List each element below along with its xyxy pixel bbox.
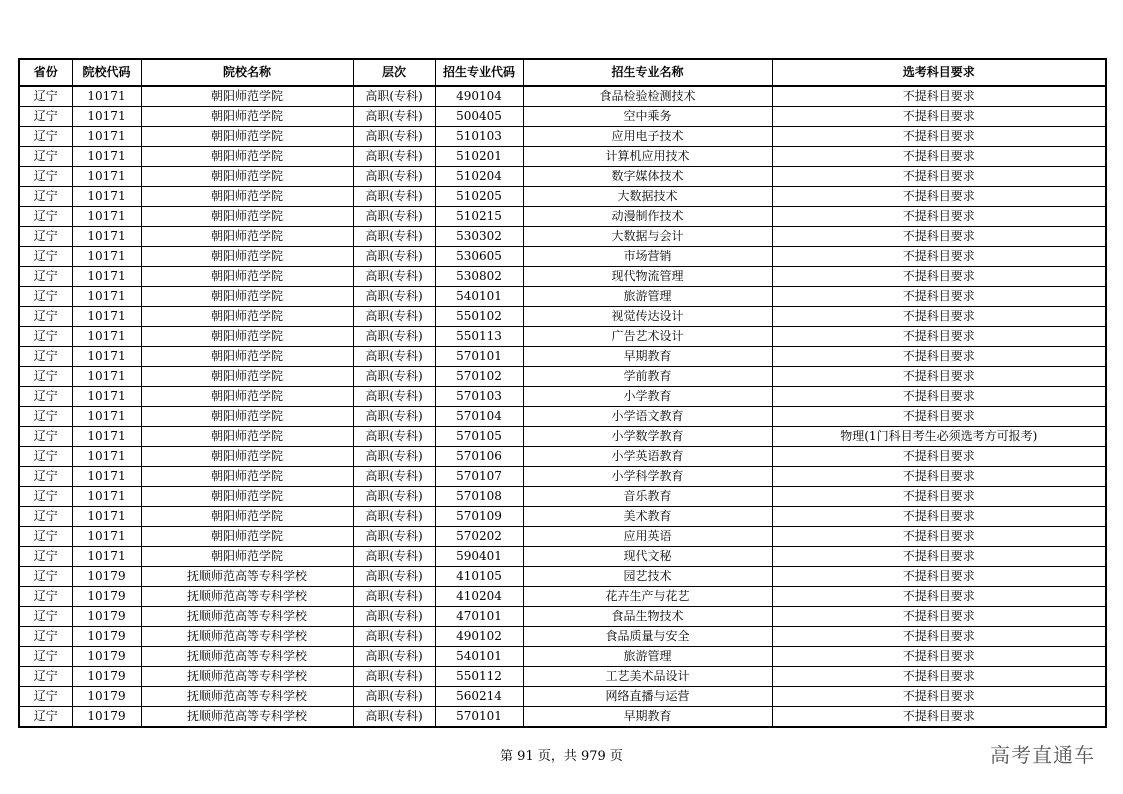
table-row (19, 247, 1106, 267)
header-province: 省份 (19, 59, 72, 86)
cell-subject-requirement: 不提科目要求 (772, 467, 1106, 487)
cell-school-code: 10171 (72, 86, 141, 107)
header-school-code: 院校代码 (72, 59, 141, 86)
cell-major-name: 现代物流管理 (523, 267, 772, 287)
table-row (19, 327, 1106, 347)
cell-school-code: 10171 (72, 307, 141, 327)
cell-major-name: 音乐教育 (523, 487, 772, 507)
table-row (19, 487, 1106, 507)
cell-major-name: 市场营销 (523, 247, 772, 267)
cell-level: 高职(专科) (353, 467, 435, 487)
cell-school-code: 10171 (72, 447, 141, 467)
cell-major-name: 小学语文教育 (523, 407, 772, 427)
table-row (19, 407, 1106, 427)
cell-province: 辽宁 (19, 307, 72, 327)
cell-subject-requirement: 不提科目要求 (772, 207, 1106, 227)
table-row (19, 347, 1106, 367)
cell-level: 高职(专科) (353, 607, 435, 627)
cell-school-code: 10179 (72, 567, 141, 587)
cell-school-code: 10171 (72, 187, 141, 207)
table-row (19, 207, 1106, 227)
cell-province: 辽宁 (19, 427, 72, 447)
cell-subject-requirement: 不提科目要求 (772, 227, 1106, 247)
cell-major-name: 动漫制作技术 (523, 207, 772, 227)
cell-school-code: 10179 (72, 647, 141, 667)
cell-school-name: 朝阳师范学院 (141, 347, 353, 367)
cell-school-name: 朝阳师范学院 (141, 427, 353, 447)
cell-subject-requirement: 不提科目要求 (772, 247, 1106, 267)
cell-province: 辽宁 (19, 247, 72, 267)
cell-major-code: 510103 (435, 127, 523, 147)
cell-major-code: 550112 (435, 667, 523, 687)
cell-level: 高职(专科) (353, 147, 435, 167)
cell-subject-requirement: 不提科目要求 (772, 507, 1106, 527)
cell-major-code: 410105 (435, 567, 523, 587)
cell-level: 高职(专科) (353, 307, 435, 327)
table-row (19, 547, 1106, 567)
cell-level: 高职(专科) (353, 207, 435, 227)
cell-province: 辽宁 (19, 107, 72, 127)
cell-subject-requirement: 不提科目要求 (772, 287, 1106, 307)
table-body (19, 86, 1106, 727)
cell-province: 辽宁 (19, 387, 72, 407)
cell-subject-requirement: 不提科目要求 (772, 387, 1106, 407)
table-header-row (19, 59, 1106, 86)
cell-major-name: 网络直播与运营 (523, 687, 772, 707)
cell-school-name: 抚顺师范高等专科学校 (141, 627, 353, 647)
admissions-table (18, 58, 1107, 728)
cell-school-name: 朝阳师范学院 (141, 207, 353, 227)
watermark-logo-text: 高考直通车 (990, 743, 1095, 767)
cell-school-name: 抚顺师范高等专科学校 (141, 587, 353, 607)
cell-school-code: 10171 (72, 387, 141, 407)
cell-major-name: 广告艺术设计 (523, 327, 772, 347)
table-row (19, 107, 1106, 127)
cell-subject-requirement: 不提科目要求 (772, 687, 1106, 707)
table-row (19, 607, 1106, 627)
cell-province: 辽宁 (19, 667, 72, 687)
cell-school-name: 朝阳师范学院 (141, 447, 353, 467)
cell-major-code: 510201 (435, 147, 523, 167)
cell-subject-requirement: 不提科目要求 (772, 307, 1106, 327)
cell-level: 高职(专科) (353, 347, 435, 367)
cell-province: 辽宁 (19, 647, 72, 667)
table-row (19, 707, 1106, 728)
cell-subject-requirement: 不提科目要求 (772, 147, 1106, 167)
cell-school-code: 10171 (72, 427, 141, 447)
cell-school-name: 朝阳师范学院 (141, 167, 353, 187)
table-row (19, 507, 1106, 527)
cell-major-name: 食品生物技术 (523, 607, 772, 627)
cell-province: 辽宁 (19, 367, 72, 387)
cell-school-name: 抚顺师范高等专科学校 (141, 607, 353, 627)
cell-level: 高职(专科) (353, 567, 435, 587)
cell-level: 高职(专科) (353, 167, 435, 187)
cell-level: 高职(专科) (353, 127, 435, 147)
table-row (19, 627, 1106, 647)
cell-level: 高职(专科) (353, 247, 435, 267)
cell-subject-requirement: 不提科目要求 (772, 647, 1106, 667)
cell-school-name: 朝阳师范学院 (141, 127, 353, 147)
cell-school-name: 朝阳师范学院 (141, 487, 353, 507)
cell-major-code: 510215 (435, 207, 523, 227)
cell-school-name: 朝阳师范学院 (141, 307, 353, 327)
cell-major-name: 数字媒体技术 (523, 167, 772, 187)
header-major-code: 招生专业代码 (435, 59, 523, 86)
cell-major-code: 570109 (435, 507, 523, 527)
cell-school-code: 10171 (72, 227, 141, 247)
cell-school-name: 朝阳师范学院 (141, 387, 353, 407)
cell-province: 辽宁 (19, 587, 72, 607)
table-row (19, 447, 1106, 467)
cell-major-name: 学前教育 (523, 367, 772, 387)
cell-level: 高职(专科) (353, 107, 435, 127)
cell-subject-requirement: 不提科目要求 (772, 267, 1106, 287)
cell-subject-requirement: 不提科目要求 (772, 707, 1106, 728)
cell-province: 辽宁 (19, 567, 72, 587)
cell-level: 高职(专科) (353, 287, 435, 307)
table-row (19, 647, 1106, 667)
cell-school-name: 朝阳师范学院 (141, 107, 353, 127)
cell-level: 高职(专科) (353, 667, 435, 687)
cell-province: 辽宁 (19, 347, 72, 367)
cell-subject-requirement: 不提科目要求 (772, 407, 1106, 427)
table-row (19, 527, 1106, 547)
cell-school-name: 抚顺师范高等专科学校 (141, 567, 353, 587)
table-row (19, 227, 1106, 247)
cell-subject-requirement: 不提科目要求 (772, 487, 1106, 507)
cell-major-code: 550113 (435, 327, 523, 347)
cell-level: 高职(专科) (353, 507, 435, 527)
cell-school-code: 10171 (72, 467, 141, 487)
table-row (19, 307, 1106, 327)
cell-school-name: 朝阳师范学院 (141, 367, 353, 387)
cell-major-name: 大数据技术 (523, 187, 772, 207)
cell-school-code: 10171 (72, 347, 141, 367)
cell-subject-requirement: 不提科目要求 (772, 447, 1106, 467)
cell-major-code: 570101 (435, 707, 523, 728)
cell-school-name: 朝阳师范学院 (141, 247, 353, 267)
cell-subject-requirement: 不提科目要求 (772, 187, 1106, 207)
cell-school-name: 抚顺师范高等专科学校 (141, 687, 353, 707)
cell-major-name: 美术教育 (523, 507, 772, 527)
cell-major-code: 550102 (435, 307, 523, 327)
cell-level: 高职(专科) (353, 707, 435, 728)
cell-major-name: 小学英语教育 (523, 447, 772, 467)
cell-school-code: 10179 (72, 587, 141, 607)
table-row (19, 667, 1106, 687)
cell-province: 辽宁 (19, 187, 72, 207)
cell-province: 辽宁 (19, 527, 72, 547)
cell-school-name: 朝阳师范学院 (141, 86, 353, 107)
cell-major-code: 530302 (435, 227, 523, 247)
cell-major-code: 500405 (435, 107, 523, 127)
cell-major-code: 570107 (435, 467, 523, 487)
cell-level: 高职(专科) (353, 407, 435, 427)
table-row (19, 387, 1106, 407)
cell-school-name: 朝阳师范学院 (141, 267, 353, 287)
cell-province: 辽宁 (19, 267, 72, 287)
cell-major-name: 工艺美术品设计 (523, 667, 772, 687)
header-subject-requirement: 选考科目要求 (772, 59, 1106, 86)
cell-major-name: 小学科学教育 (523, 467, 772, 487)
cell-level: 高职(专科) (353, 547, 435, 567)
cell-level: 高职(专科) (353, 367, 435, 387)
cell-major-name: 视觉传达设计 (523, 307, 772, 327)
cell-school-name: 朝阳师范学院 (141, 467, 353, 487)
cell-school-name: 抚顺师范高等专科学校 (141, 667, 353, 687)
cell-major-code: 570105 (435, 427, 523, 447)
cell-level: 高职(专科) (353, 487, 435, 507)
cell-subject-requirement: 不提科目要求 (772, 327, 1106, 347)
cell-major-name: 小学教育 (523, 387, 772, 407)
cell-level: 高职(专科) (353, 387, 435, 407)
cell-level: 高职(专科) (353, 687, 435, 707)
table-row (19, 127, 1106, 147)
cell-province: 辽宁 (19, 447, 72, 467)
cell-level: 高职(专科) (353, 527, 435, 547)
cell-province: 辽宁 (19, 547, 72, 567)
cell-major-code: 530802 (435, 267, 523, 287)
cell-subject-requirement: 不提科目要求 (772, 547, 1106, 567)
cell-school-code: 10171 (72, 507, 141, 527)
cell-school-code: 10171 (72, 267, 141, 287)
cell-level: 高职(专科) (353, 647, 435, 667)
cell-level: 高职(专科) (353, 427, 435, 447)
cell-major-code: 570103 (435, 387, 523, 407)
cell-major-code: 490104 (435, 86, 523, 107)
cell-major-code: 490102 (435, 627, 523, 647)
cell-subject-requirement: 不提科目要求 (772, 347, 1106, 367)
table-row (19, 587, 1106, 607)
cell-school-name: 抚顺师范高等专科学校 (141, 707, 353, 728)
cell-major-name: 应用英语 (523, 527, 772, 547)
cell-level: 高职(专科) (353, 627, 435, 647)
cell-school-name: 朝阳师范学院 (141, 507, 353, 527)
cell-major-name: 空中乘务 (523, 107, 772, 127)
cell-level: 高职(专科) (353, 227, 435, 247)
cell-school-code: 10171 (72, 127, 141, 147)
cell-major-code: 590401 (435, 547, 523, 567)
cell-school-code: 10171 (72, 167, 141, 187)
cell-school-name: 朝阳师范学院 (141, 287, 353, 307)
cell-subject-requirement: 不提科目要求 (772, 567, 1106, 587)
cell-province: 辽宁 (19, 607, 72, 627)
cell-major-name: 花卉生产与花艺 (523, 587, 772, 607)
cell-major-name: 旅游管理 (523, 647, 772, 667)
table-row (19, 167, 1106, 187)
cell-major-code: 530605 (435, 247, 523, 267)
cell-school-code: 10171 (72, 287, 141, 307)
table-row (19, 86, 1106, 107)
cell-major-name: 早期教育 (523, 707, 772, 728)
cell-school-name: 朝阳师范学院 (141, 547, 353, 567)
cell-major-code: 510205 (435, 187, 523, 207)
cell-major-code: 470101 (435, 607, 523, 627)
cell-major-name: 早期教育 (523, 347, 772, 367)
cell-school-name: 朝阳师范学院 (141, 187, 353, 207)
cell-province: 辽宁 (19, 287, 72, 307)
header-major-name: 招生专业名称 (523, 59, 772, 86)
cell-subject-requirement: 不提科目要求 (772, 527, 1106, 547)
cell-school-code: 10171 (72, 147, 141, 167)
cell-school-name: 抚顺师范高等专科学校 (141, 647, 353, 667)
cell-major-code: 570202 (435, 527, 523, 547)
cell-level: 高职(专科) (353, 86, 435, 107)
page-number: 第 91 页，共 979 页 (500, 749, 623, 764)
cell-major-code: 560214 (435, 687, 523, 707)
cell-school-name: 朝阳师范学院 (141, 327, 353, 347)
table-row (19, 687, 1106, 707)
cell-school-code: 10171 (72, 327, 141, 347)
cell-province: 辽宁 (19, 127, 72, 147)
cell-major-name: 大数据与会计 (523, 227, 772, 247)
cell-level: 高职(专科) (353, 447, 435, 467)
cell-school-code: 10171 (72, 487, 141, 507)
cell-province: 辽宁 (19, 467, 72, 487)
cell-major-code: 570102 (435, 367, 523, 387)
cell-province: 辽宁 (19, 687, 72, 707)
cell-major-code: 570101 (435, 347, 523, 367)
table-row (19, 267, 1106, 287)
cell-level: 高职(专科) (353, 267, 435, 287)
cell-major-name: 食品质量与安全 (523, 627, 772, 647)
cell-major-code: 540101 (435, 287, 523, 307)
cell-subject-requirement: 不提科目要求 (772, 167, 1106, 187)
cell-school-code: 10171 (72, 107, 141, 127)
cell-school-code: 10179 (72, 607, 141, 627)
cell-major-name: 现代文秘 (523, 547, 772, 567)
cell-school-name: 朝阳师范学院 (141, 407, 353, 427)
cell-province: 辽宁 (19, 707, 72, 728)
cell-major-code: 540101 (435, 647, 523, 667)
cell-province: 辽宁 (19, 227, 72, 247)
cell-school-code: 10179 (72, 707, 141, 728)
table-row (19, 187, 1106, 207)
cell-school-code: 10171 (72, 547, 141, 567)
cell-subject-requirement: 不提科目要求 (772, 627, 1106, 647)
cell-province: 辽宁 (19, 147, 72, 167)
table-row (19, 287, 1106, 307)
cell-province: 辽宁 (19, 86, 72, 107)
cell-subject-requirement: 物理(1门科目考生必须选考方可报考) (772, 427, 1106, 447)
cell-school-code: 10171 (72, 527, 141, 547)
cell-school-name: 朝阳师范学院 (141, 147, 353, 167)
cell-school-code: 10171 (72, 207, 141, 227)
cell-major-code: 570108 (435, 487, 523, 507)
cell-subject-requirement: 不提科目要求 (772, 587, 1106, 607)
cell-school-code: 10179 (72, 667, 141, 687)
cell-subject-requirement: 不提科目要求 (772, 607, 1106, 627)
cell-school-code: 10179 (72, 627, 141, 647)
cell-school-code: 10171 (72, 247, 141, 267)
header-school-name: 院校名称 (141, 59, 353, 86)
cell-school-code: 10171 (72, 367, 141, 387)
cell-level: 高职(专科) (353, 187, 435, 207)
cell-subject-requirement: 不提科目要求 (772, 86, 1106, 107)
cell-level: 高职(专科) (353, 327, 435, 347)
cell-subject-requirement: 不提科目要求 (772, 107, 1106, 127)
cell-province: 辽宁 (19, 507, 72, 527)
table-row (19, 427, 1106, 447)
cell-major-name: 食品检验检测技术 (523, 86, 772, 107)
cell-major-code: 510204 (435, 167, 523, 187)
header-level: 层次 (353, 59, 435, 86)
cell-major-name: 应用电子技术 (523, 127, 772, 147)
cell-school-code: 10179 (72, 687, 141, 707)
cell-level: 高职(专科) (353, 587, 435, 607)
cell-major-name: 园艺技术 (523, 567, 772, 587)
cell-province: 辽宁 (19, 167, 72, 187)
cell-province: 辽宁 (19, 207, 72, 227)
cell-school-name: 朝阳师范学院 (141, 227, 353, 247)
cell-major-name: 旅游管理 (523, 287, 772, 307)
cell-subject-requirement: 不提科目要求 (772, 667, 1106, 687)
cell-major-name: 计算机应用技术 (523, 147, 772, 167)
table-row (19, 367, 1106, 387)
cell-major-code: 570104 (435, 407, 523, 427)
cell-subject-requirement: 不提科目要求 (772, 127, 1106, 147)
cell-major-name: 小学数学教育 (523, 427, 772, 447)
cell-major-code: 570106 (435, 447, 523, 467)
cell-province: 辽宁 (19, 407, 72, 427)
cell-subject-requirement: 不提科目要求 (772, 367, 1106, 387)
cell-province: 辽宁 (19, 487, 72, 507)
table-row (19, 467, 1106, 487)
cell-major-code: 410204 (435, 587, 523, 607)
cell-school-code: 10171 (72, 407, 141, 427)
table-row (19, 147, 1106, 167)
cell-province: 辽宁 (19, 327, 72, 347)
table-row (19, 567, 1106, 587)
cell-province: 辽宁 (19, 627, 72, 647)
cell-school-name: 朝阳师范学院 (141, 527, 353, 547)
